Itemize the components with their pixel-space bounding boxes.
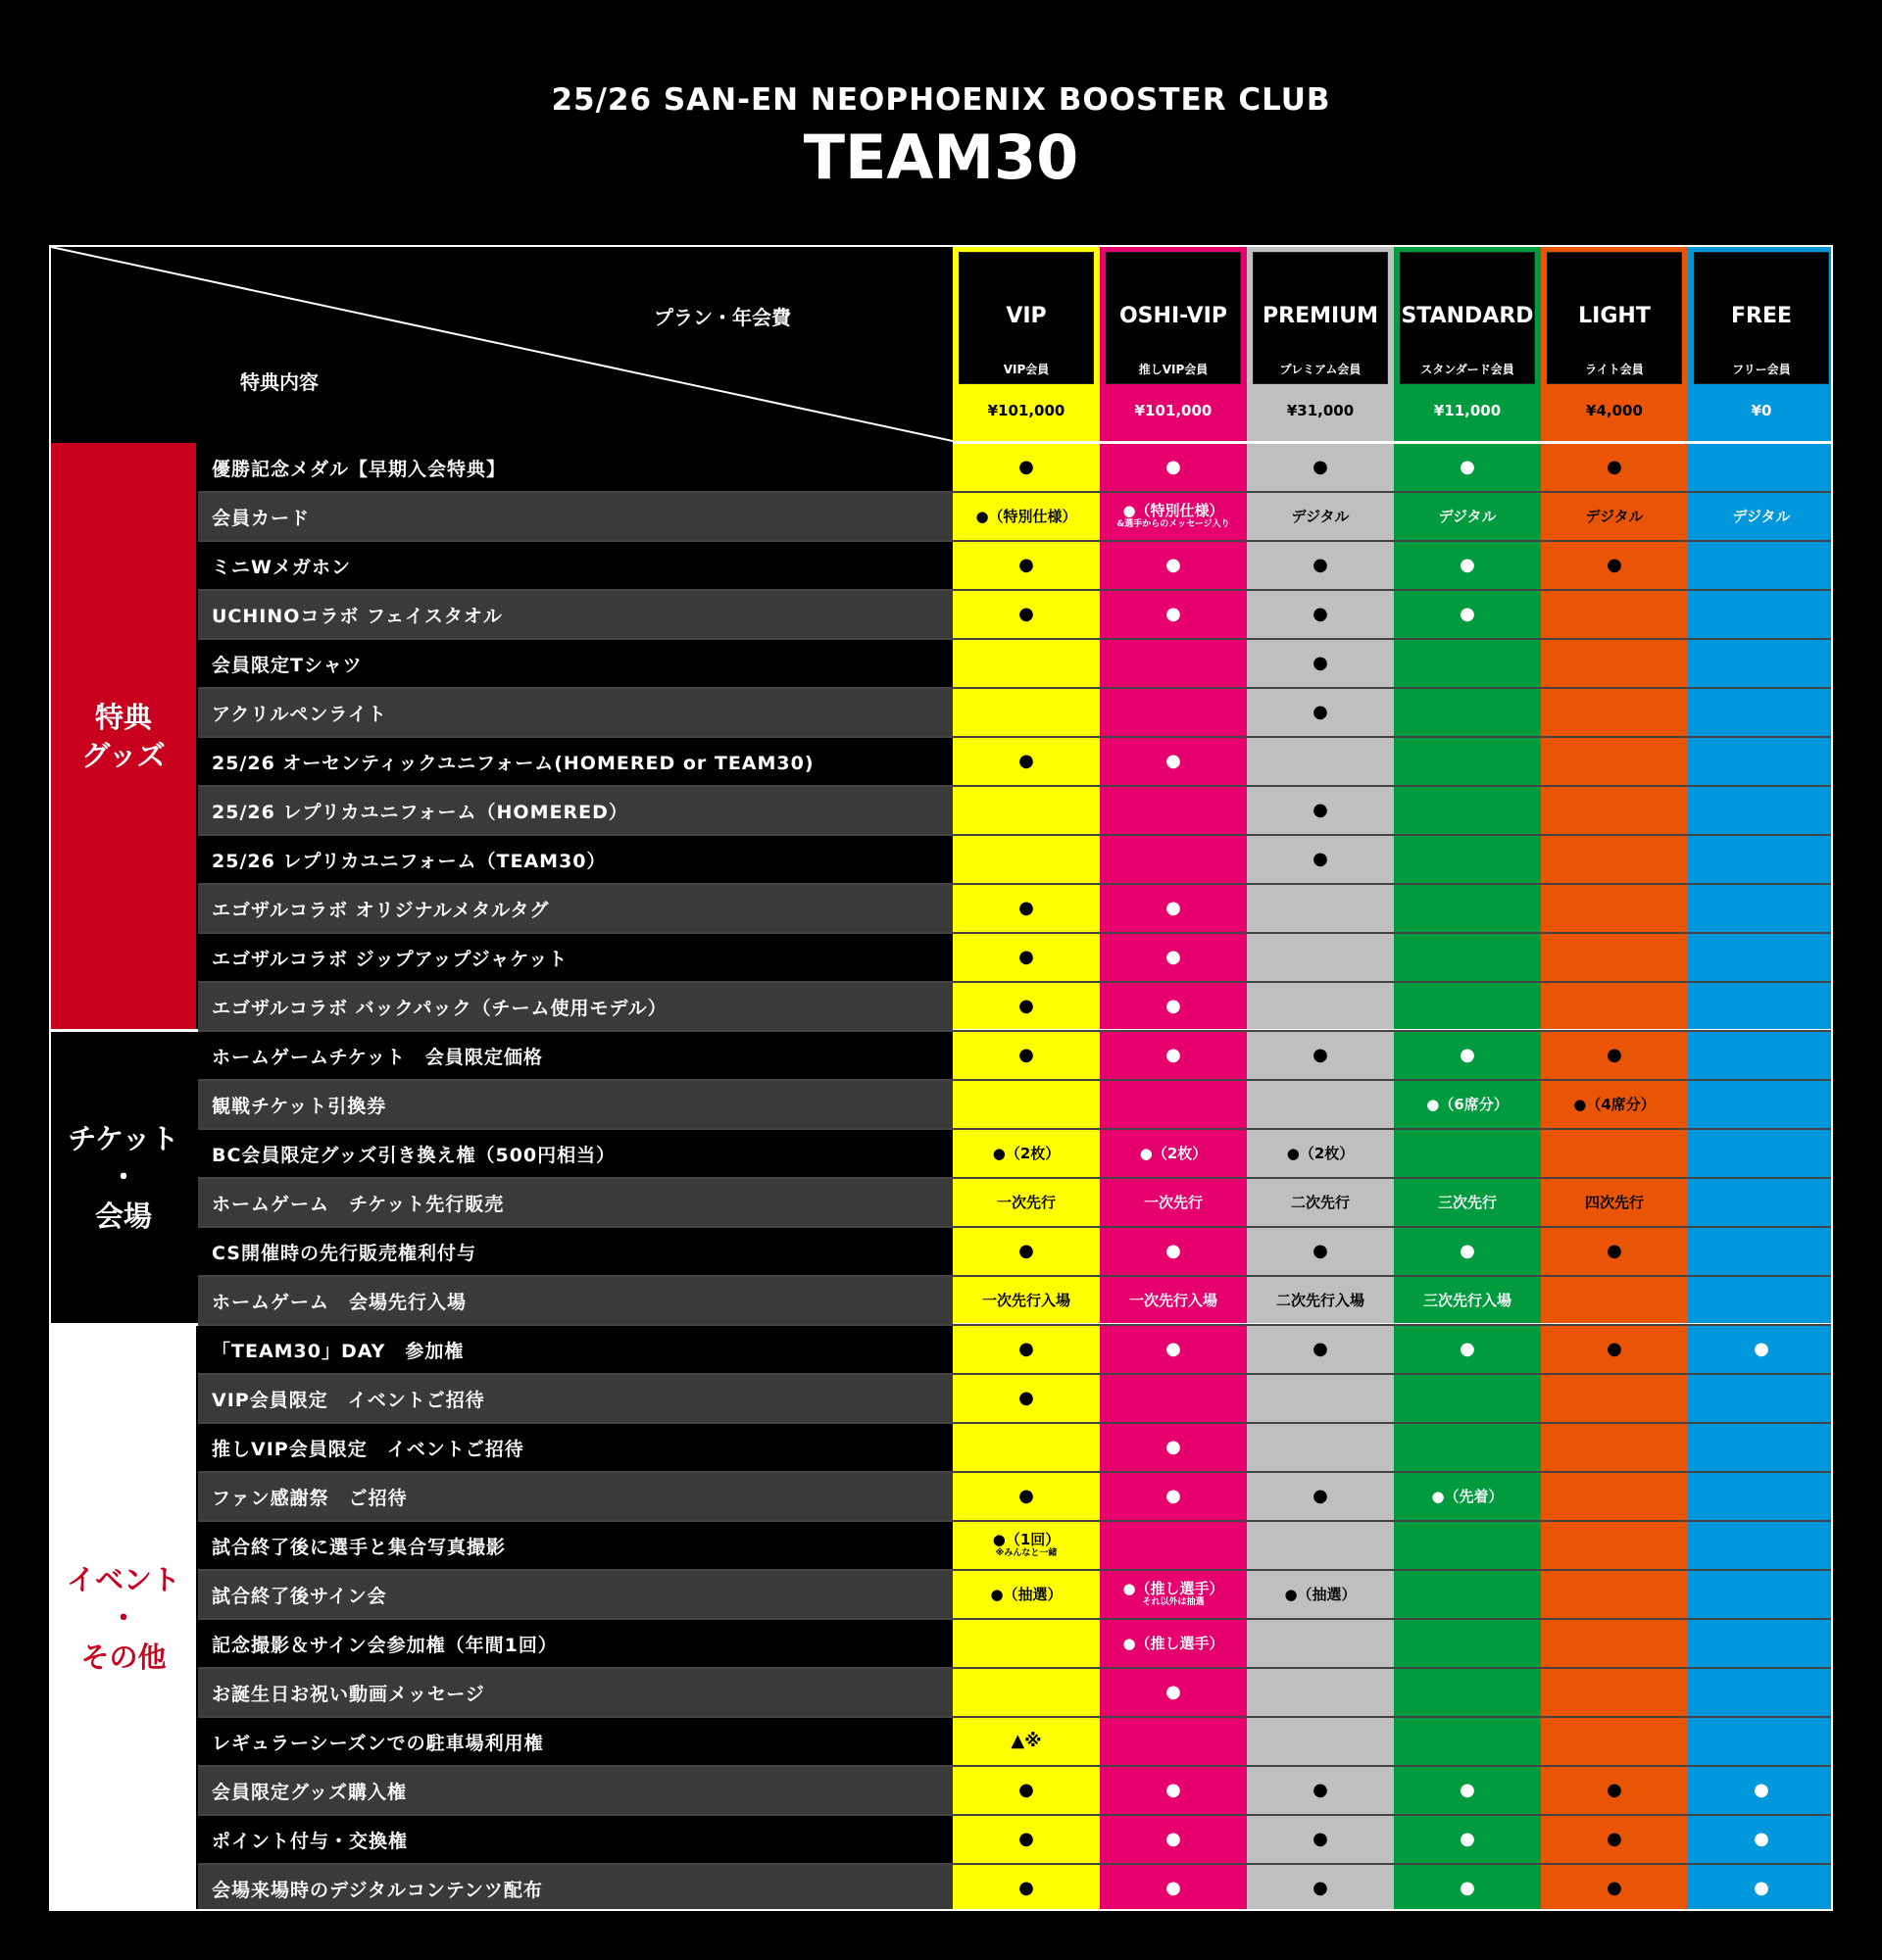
cell-value: ● [1312, 555, 1328, 576]
benefit-row-label: 観戦チケット引換券 [198, 1081, 953, 1128]
category-goods: 特典 グッズ [51, 443, 196, 1031]
benefit-cell-oshi-vip [1100, 492, 1247, 541]
row-divider [198, 1373, 1833, 1375]
row-divider [198, 1618, 1833, 1620]
benefit-cell-vip [953, 590, 1100, 639]
cell-value: 三次先行入場 [1422, 1291, 1511, 1309]
cell-note: それ以外は抽選 [1142, 1596, 1205, 1607]
row-divider [198, 1814, 1833, 1816]
plan-name-jp: VIP会員 [1003, 363, 1050, 376]
cell-value: ● [1018, 1486, 1034, 1507]
cell-value: ●（4席分） [1573, 1095, 1656, 1113]
benefit-row-label: エゴザルコラボ オリジナルメタルタグ [198, 885, 953, 932]
benefit-cell-oshi-vip [1100, 1129, 1247, 1178]
cell-value: ● [1607, 457, 1622, 478]
benefit-cell-light [1541, 1178, 1688, 1227]
cell-value: ● [1165, 1829, 1181, 1850]
benefit-cell-standard [1394, 1080, 1541, 1129]
cell-value: ● [1312, 1878, 1328, 1899]
benefit-cell-vip [953, 884, 1100, 933]
benefit-cell-premium [1247, 1276, 1394, 1325]
benefit-cell-standard [1394, 1766, 1541, 1815]
cell-value: ● [1460, 1829, 1475, 1850]
cell-value: ● [1018, 1045, 1034, 1066]
cell-value: ● [1312, 604, 1328, 625]
benefit-row-label: CS開催時の先行販売権利付与 [198, 1228, 953, 1275]
cell-value: ●（先着） [1431, 1487, 1504, 1505]
benefit-cell-light [1541, 1031, 1688, 1080]
benefit-cell-vip [953, 1031, 1100, 1080]
benefit-cell-vip [953, 1374, 1100, 1423]
cell-value: ● [1018, 457, 1034, 478]
cell-value: 一次先行 [1143, 1193, 1203, 1211]
cell-value: ●（1回） [992, 1531, 1061, 1549]
cell-value: ● [1312, 1829, 1328, 1850]
plan-name: STANDARD [1401, 304, 1534, 328]
plan-name: PREMIUM [1263, 304, 1378, 328]
benefit-cell-light [1541, 1864, 1688, 1911]
plan-header-vip [953, 247, 1100, 443]
benefit-cell-standard [1394, 1472, 1541, 1521]
cell-value: ● [1460, 457, 1475, 478]
benefit-cell-oshi-vip [1100, 1619, 1247, 1668]
plan-header-oshi-vip [1100, 247, 1247, 443]
cell-value: ● [1018, 1241, 1034, 1262]
benefit-row-label: アクリルペンライト [198, 689, 953, 736]
row-divider [198, 736, 1833, 738]
plan-fee: ¥11,000 [1433, 402, 1502, 419]
cell-value: ● [1018, 1780, 1034, 1801]
benefit-cell-vip [953, 1325, 1100, 1374]
page-subtitle: 25/26 SAN-EN NEOPHOENIX BOOSTER CLUB [551, 82, 1331, 118]
plan-name-box [1400, 252, 1535, 384]
benefit-cell-premium [1247, 688, 1394, 737]
cell-value: ● [1754, 1878, 1769, 1899]
benefit-cell-oshi-vip [1100, 1472, 1247, 1521]
benefit-cell-premium [1247, 590, 1394, 639]
row-divider [198, 687, 1833, 689]
benefit-cell-premium [1247, 1815, 1394, 1864]
benefit-cell-light [1541, 541, 1688, 590]
cell-value: ● [1165, 604, 1181, 625]
benefit-cell-premium [1247, 1031, 1394, 1080]
plan-fee: ¥0 [1751, 402, 1772, 419]
cell-value: 二次先行入場 [1275, 1291, 1364, 1309]
benefit-row-label: 会場来場時のデジタルコンテンツ配布 [198, 1865, 953, 1911]
plan-name-jp: ライト会員 [1585, 363, 1644, 376]
benefit-cell-standard [1394, 1864, 1541, 1911]
benefit-content-label: 特典内容 [240, 370, 319, 394]
benefit-row-label: 試合終了後サイン会 [198, 1571, 953, 1618]
cell-value: ● [1754, 1339, 1769, 1360]
cell-value: ● [1312, 1780, 1328, 1801]
benefit-cell-premium [1247, 492, 1394, 541]
benefit-row-label: お誕生日お祝い動画メッセージ [198, 1669, 953, 1716]
plan-name-jp: プレミアム会員 [1279, 363, 1362, 376]
cell-value: ● [1018, 947, 1034, 968]
benefit-cell-premium [1247, 639, 1394, 688]
benefit-cell-oshi-vip [1100, 1668, 1247, 1717]
benefit-cell-oshi-vip [1100, 1031, 1247, 1080]
plan-name-jp: 推しVIP会員 [1138, 363, 1209, 376]
cell-value: ● [1460, 604, 1475, 625]
benefit-cell-standard [1394, 590, 1541, 639]
benefit-cell-oshi-vip [1100, 1178, 1247, 1227]
cell-value: ● [1018, 1388, 1034, 1409]
benefit-cell-light [1541, 1766, 1688, 1815]
benefit-cell-oshi-vip [1100, 1423, 1247, 1472]
benefit-cell-premium [1247, 443, 1394, 492]
cell-value: ● [1607, 1045, 1622, 1066]
benefit-cell-free [1688, 1815, 1833, 1864]
benefit-cell-vip [953, 1178, 1100, 1227]
cell-value: デジタル [1291, 507, 1350, 525]
row-divider [198, 932, 1833, 934]
benefit-cell-standard [1394, 1276, 1541, 1325]
plan-name-box [1694, 252, 1829, 384]
plan-name: FREE [1730, 304, 1793, 328]
benefit-row-label: 会員限定グッズ購入権 [198, 1767, 953, 1814]
benefit-cell-vip [953, 1766, 1100, 1815]
cell-value: 四次先行 [1584, 1193, 1644, 1211]
cell-value: ●（2枚） [1286, 1144, 1355, 1162]
row-divider [198, 1079, 1833, 1081]
row-divider [198, 1863, 1833, 1865]
benefit-cell-standard [1394, 1325, 1541, 1374]
benefit-row-label: ファン感謝祭 ご招待 [198, 1473, 953, 1520]
benefit-cell-premium [1247, 1864, 1394, 1911]
cell-value: デジタル [1732, 507, 1791, 525]
benefit-cell-oshi-vip [1100, 1766, 1247, 1815]
cell-value: 一次先行入場 [1128, 1291, 1217, 1309]
diagonal-divider [51, 247, 953, 443]
cell-value: ●（特別仕様） [975, 507, 1077, 525]
row-divider [198, 1716, 1833, 1718]
benefit-cell-premium [1247, 1472, 1394, 1521]
benefit-cell-standard [1394, 541, 1541, 590]
benefit-cell-premium [1247, 1129, 1394, 1178]
cell-value: ● [1754, 1780, 1769, 1801]
benefit-cell-light [1541, 492, 1688, 541]
cell-value: ● [1018, 555, 1034, 576]
benefit-cell-oshi-vip [1100, 1864, 1247, 1911]
row-divider [198, 1324, 1833, 1326]
plan-name: LIGHT [1578, 304, 1651, 328]
cell-value: ●（推し選手） [1122, 1634, 1224, 1652]
benefit-cell-vip [953, 1717, 1100, 1766]
row-divider [198, 1226, 1833, 1228]
cell-value: ● [1165, 751, 1181, 772]
benefit-cell-premium [1247, 1178, 1394, 1227]
benefit-row-label: 「TEAM30」DAY 参加権 [198, 1326, 953, 1373]
plan-header-light [1541, 247, 1688, 443]
cell-value: ● [1165, 1437, 1181, 1458]
cell-value: ●（抽選） [1284, 1585, 1357, 1603]
plan-header-free [1688, 247, 1833, 443]
benefit-row-label: ホームゲームチケット 会員限定価格 [198, 1032, 953, 1079]
plan-name: OSHI-VIP [1118, 304, 1227, 328]
benefit-cell-free [1688, 1864, 1833, 1911]
benefit-cell-oshi-vip [1100, 982, 1247, 1031]
cell-value: ● [1165, 555, 1181, 576]
benefit-row-label: ミニWメガホン [198, 542, 953, 589]
cell-value: デジタル [1585, 507, 1644, 525]
cell-value: 一次先行 [996, 1193, 1056, 1211]
benefit-row-label: 会員カード [198, 493, 953, 540]
benefit-row-label: BC会員限定グッズ引き換え権（500円相当） [198, 1130, 953, 1177]
cell-value: ● [1165, 457, 1181, 478]
cell-value: ● [1165, 1780, 1181, 1801]
plan-fee: ¥101,000 [987, 402, 1065, 419]
plan-name-box [1547, 252, 1682, 384]
benefit-cell-oshi-vip [1100, 1570, 1247, 1619]
benefit-cell-oshi-vip [1100, 541, 1247, 590]
row-divider [198, 1569, 1833, 1571]
benefit-cell-vip [953, 737, 1100, 786]
cell-value: ● [1312, 653, 1328, 674]
benefit-cell-standard [1394, 443, 1541, 492]
cell-value: ● [1165, 1682, 1181, 1703]
cell-value: ● [1018, 898, 1034, 919]
cell-value: ● [1312, 800, 1328, 821]
cell-value: ● [1607, 555, 1622, 576]
benefit-row-label: 25/26 レプリカユニフォーム（HOMERED） [198, 787, 953, 834]
benefit-row-label: ポイント付与・交換権 [198, 1816, 953, 1863]
cell-value: ● [1460, 1339, 1475, 1360]
row-divider [198, 491, 1833, 493]
benefit-cell-vip [953, 982, 1100, 1031]
benefit-row-label: ホームゲーム チケット先行販売 [198, 1179, 953, 1226]
cell-value: ● [1312, 702, 1328, 723]
cell-value: ● [1018, 1339, 1034, 1360]
cell-value: ●（特別仕様） [1122, 502, 1224, 520]
row-divider [198, 785, 1833, 787]
cell-value: ● [1165, 996, 1181, 1017]
benefit-cell-oshi-vip [1100, 1325, 1247, 1374]
benefit-row-label: レギュラーシーズンでの駐車場利用権 [198, 1718, 953, 1765]
plan-name-box [1106, 252, 1241, 384]
benefit-row-label: ホームゲーム 会場先行入場 [198, 1277, 953, 1324]
cell-value: ●（6席分） [1426, 1095, 1509, 1113]
benefit-cell-vip [953, 1472, 1100, 1521]
cell-value: ● [1607, 1780, 1622, 1801]
benefit-cell-oshi-vip [1100, 884, 1247, 933]
benefit-cell-standard [1394, 1815, 1541, 1864]
plan-fee-label: プラン・年会費 [654, 306, 791, 329]
benefit-cell-premium [1247, 835, 1394, 884]
cell-value: ● [1754, 1829, 1769, 1850]
benefit-row-label: エゴザルコラボ バックパック（チーム使用モデル） [198, 983, 953, 1030]
benefit-cell-vip [953, 492, 1100, 541]
plan-header-standard [1394, 247, 1541, 443]
cell-value: ● [1460, 1241, 1475, 1262]
plan-name: VIP [1006, 304, 1047, 328]
cell-value: ● [1165, 1045, 1181, 1066]
benefit-cell-light [1541, 1815, 1688, 1864]
benefit-cell-vip [953, 443, 1100, 492]
table-corner-header [51, 247, 953, 443]
cell-value: ● [1607, 1241, 1622, 1262]
benefit-row-label: 25/26 オーセンティックユニフォーム(HOMERED or TEAM30) [198, 738, 953, 785]
row-divider [198, 638, 1833, 640]
benefit-cell-oshi-vip [1100, 737, 1247, 786]
benefit-cell-vip [953, 933, 1100, 982]
cell-value: ● [1312, 1339, 1328, 1360]
cell-note: &選手からのメッセージ入り [1116, 518, 1230, 529]
benefit-cell-free [1688, 1325, 1833, 1374]
cell-value: デジタル [1438, 507, 1497, 525]
benefit-row-label: 推しVIP会員限定 イベントご招待 [198, 1424, 953, 1471]
benefit-row-label: 記念撮影＆サイン会参加権（年間1回） [198, 1620, 953, 1667]
row-divider [198, 1275, 1833, 1277]
cell-value: 二次先行 [1290, 1193, 1350, 1211]
cell-value: ●（推し選手） [1122, 1580, 1224, 1598]
plan-fee: ¥4,000 [1586, 402, 1643, 419]
cell-value: ● [1312, 1241, 1328, 1262]
benefit-row-label: エゴザルコラボ ジップアップジャケット [198, 934, 953, 981]
benefit-cell-free [1688, 1766, 1833, 1815]
benefit-cell-vip [953, 1227, 1100, 1276]
cell-value: ● [1460, 1878, 1475, 1899]
category-ticket-venue: チケット ・ 会場 [51, 1031, 196, 1325]
benefit-cell-vip [953, 1570, 1100, 1619]
cell-value: ▲※ [1011, 1731, 1042, 1752]
benefit-cell-vip [953, 1129, 1100, 1178]
row-divider [198, 1177, 1833, 1179]
benefit-cell-light [1541, 443, 1688, 492]
benefit-cell-oshi-vip [1100, 1276, 1247, 1325]
plan-fee: ¥101,000 [1134, 402, 1213, 419]
benefit-cell-premium [1247, 1766, 1394, 1815]
row-divider [198, 1471, 1833, 1473]
cell-value: 一次先行入場 [981, 1291, 1070, 1309]
plan-header-premium [1247, 247, 1394, 443]
cell-value: ● [1607, 1878, 1622, 1899]
benefit-cell-light [1541, 1080, 1688, 1129]
cell-value: ● [1460, 1045, 1475, 1066]
benefit-cell-oshi-vip [1100, 933, 1247, 982]
cell-value: ●（抽選） [990, 1585, 1063, 1603]
benefit-cell-oshi-vip [1100, 590, 1247, 639]
benefit-cell-vip [953, 1276, 1100, 1325]
row-divider [198, 834, 1833, 836]
benefit-cell-oshi-vip [1100, 1815, 1247, 1864]
cell-value: ● [1165, 1486, 1181, 1507]
benefit-cell-premium [1247, 1227, 1394, 1276]
row-divider [198, 589, 1833, 591]
benefit-cell-light [1541, 1325, 1688, 1374]
cell-value: ● [1165, 1878, 1181, 1899]
category-event-other: イベント ・ その他 [51, 1325, 196, 1911]
benefit-cell-premium [1247, 1325, 1394, 1374]
cell-value: ● [1312, 849, 1328, 870]
benefit-cell-vip [953, 1864, 1100, 1911]
benefit-cell-premium [1247, 786, 1394, 835]
benefit-row-label: VIP会員限定 イベントご招待 [198, 1375, 953, 1422]
cell-value: ● [1312, 1486, 1328, 1507]
cell-value: ● [1312, 1045, 1328, 1066]
row-divider [198, 1765, 1833, 1767]
row-divider [198, 540, 1833, 542]
cell-value: ● [1165, 1241, 1181, 1262]
cell-value: 三次先行 [1437, 1193, 1497, 1211]
row-divider [198, 1667, 1833, 1669]
cell-value: ● [1018, 604, 1034, 625]
benefit-row-label: 25/26 レプリカユニフォーム（TEAM30） [198, 836, 953, 883]
cell-value: ● [1312, 457, 1328, 478]
page-title: TEAM30 [803, 122, 1079, 193]
benefit-cell-vip [953, 541, 1100, 590]
cell-value: ● [1165, 947, 1181, 968]
cell-note: ※みんなと一緒 [995, 1547, 1058, 1558]
benefit-cell-standard [1394, 492, 1541, 541]
benefit-row-label: 会員限定Tシャツ [198, 640, 953, 687]
benefit-cell-light [1541, 1227, 1688, 1276]
benefit-cell-oshi-vip [1100, 1227, 1247, 1276]
benefit-row-label: UCHINOコラボ フェイスタオル [198, 591, 953, 638]
cell-value: ● [1165, 1339, 1181, 1360]
row-divider [198, 981, 1833, 983]
cell-value: ● [1018, 996, 1034, 1017]
cell-value: ●（2枚） [1139, 1144, 1208, 1162]
plan-name-box [959, 252, 1094, 384]
plan-name-box [1253, 252, 1388, 384]
row-divider [198, 1520, 1833, 1522]
benefit-cell-free [1688, 492, 1833, 541]
cell-value: ● [1165, 898, 1181, 919]
benefit-cell-standard [1394, 1178, 1541, 1227]
benefit-cell-oshi-vip [1100, 443, 1247, 492]
cell-value: ● [1460, 1780, 1475, 1801]
cell-value: ● [1607, 1339, 1622, 1360]
plan-fee: ¥31,000 [1286, 402, 1355, 419]
benefit-cell-premium [1247, 1570, 1394, 1619]
benefit-row-label: 優勝記念メダル【早期入会特典】 [198, 444, 953, 491]
benefit-row-label: 試合終了後に選手と集合写真撮影 [198, 1522, 953, 1569]
benefit-cell-vip [953, 1521, 1100, 1570]
cell-value: ● [1018, 1829, 1034, 1850]
plan-name-jp: スタンダード会員 [1420, 363, 1514, 376]
cell-value: ● [1460, 555, 1475, 576]
cell-value: ● [1018, 751, 1034, 772]
cell-value: ● [1018, 1878, 1034, 1899]
cell-value: ●（2枚） [992, 1144, 1061, 1162]
row-divider [198, 1030, 1833, 1032]
row-divider [198, 1128, 1833, 1130]
benefit-cell-standard [1394, 1227, 1541, 1276]
benefit-cell-standard [1394, 1031, 1541, 1080]
benefits-table [49, 245, 1833, 1911]
row-divider [198, 883, 1833, 885]
benefit-cell-premium [1247, 541, 1394, 590]
benefit-cell-vip [953, 1815, 1100, 1864]
plan-name-jp: フリー会員 [1732, 363, 1791, 376]
cell-value: ● [1607, 1829, 1622, 1850]
row-divider [198, 1422, 1833, 1424]
